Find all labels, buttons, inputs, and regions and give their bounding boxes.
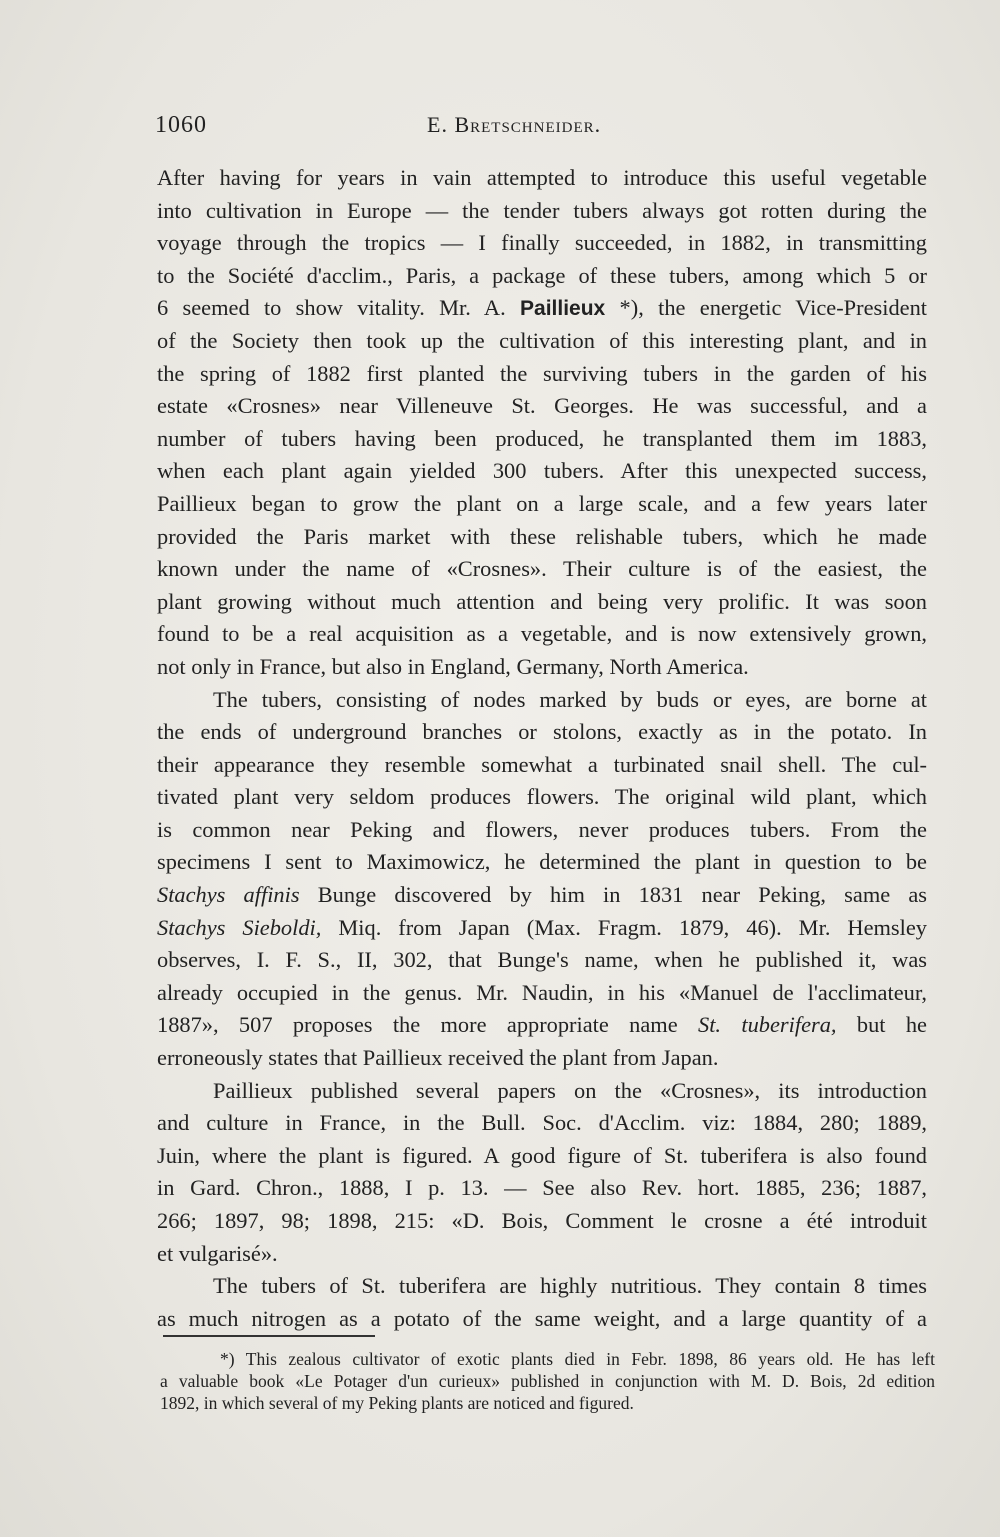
- footnote-line: *) This zealous cultivator of exotic plants died in Febr. 1898, 86 years old. He has left: [220, 1349, 935, 1369]
- text-line: tivated plant very seldom produces flowers. The original wild plant, which: [157, 784, 927, 810]
- text-segment: *), the energetic Vice-President: [605, 295, 927, 321]
- footnote-divider: [163, 1335, 375, 1337]
- text-line: already occupied in the genus. Mr. Naudin, in his «Manuel de l'acclimateur,: [157, 979, 927, 1005]
- text-line: the spring of 1882 first planted the surviving tubers in the garden of his: [157, 360, 927, 386]
- footnote-line: a valuable book «Le Potager d'un curieux» published in conjunction with M. D. Bois, 2d edition: [160, 1371, 935, 1391]
- species-name: St. tuberifera,: [698, 1012, 837, 1038]
- text-segment: but he: [836, 1012, 927, 1038]
- text-line: The tubers of St. tuberifera are highly nutritious. They contain 8 times: [213, 1273, 927, 1299]
- footnote-line: 1892, in which several of my Peking plants are noticed and figured.: [160, 1393, 634, 1413]
- text-line: estate «Crosnes» near Villeneuve St. Georges. He was successful, and a: [157, 393, 927, 419]
- text-segment: 1887», 507 proposes the more appropriate name: [157, 1012, 699, 1038]
- text-line: Juin, where the plant is figured. A good figure of St. tuberifera is also found: [157, 1142, 927, 1168]
- text-line: After having for years in vain attempted to introduce this useful vegetable: [157, 165, 927, 190]
- text-line: plant growing without much attention and being very prolific. It was soon: [157, 588, 927, 614]
- text-line: the ends of underground branches or stolons, exactly as in the potato. In: [157, 719, 927, 745]
- text-line: to the Société d'acclim., Paris, a package of these tubers, among which 5 or: [157, 262, 927, 288]
- text-line: of the Society then took up the cultivation of this interesting plant, and in: [157, 327, 927, 353]
- text-line: into cultivation in Europe — the tender tubers always got rotten during the: [157, 197, 927, 223]
- text-segment: Bunge discovered by him in 1831 near Peking, same as: [299, 882, 927, 908]
- text-line: et vulgarisé».: [157, 1240, 278, 1266]
- text-line: [157, 879, 927, 912]
- text-line: [157, 912, 927, 945]
- text-segment: 6 seemed to show vitality. Mr. A.: [157, 295, 521, 321]
- text-line: 266; 1897, 98; 1898, 215: «D. Bois, Comment le crosne a été introduit: [157, 1208, 927, 1233]
- text-line: in Gard. Chron., 1888, I p. 13. — See also Rev. hort. 1885, 236; 1887,: [157, 1175, 927, 1201]
- text-line: specimens I sent to Maximowicz, he determined the plant in question to be: [157, 849, 927, 875]
- text-line: provided the Paris market with these relishable tubers, which he made: [157, 523, 927, 549]
- page-header: [155, 112, 925, 148]
- text-line: not only in France, but also in England, Germany, North America.: [157, 653, 749, 679]
- text-line: erroneously states that Paillieux received the plant from Japan.: [157, 1045, 719, 1071]
- text-line: Paillieux began to grow the plant on a large scale, and a few years later: [157, 490, 927, 516]
- species-name: Stachys Sieboldi,: [157, 914, 322, 940]
- text-line: when each plant again yielded 300 tubers. After this unexpected success,: [157, 458, 927, 484]
- text-line: and culture in France, in the Bull. Soc. d'Acclim. viz: 1884, 280; 1889,: [157, 1110, 927, 1136]
- text-line: their appearance they resemble somewhat a turbinated snail shell. The cul-: [157, 751, 927, 777]
- text-line: as much nitrogen as a potato of the same weight, and a large quantity of a: [157, 1305, 927, 1331]
- main-text: [157, 162, 927, 1335]
- running-head: E. Bretschneider.: [427, 112, 602, 137]
- text-line: is common near Peking and flowers, never produces tubers. From the: [157, 816, 927, 842]
- name-paillieux: Paillieux: [520, 297, 606, 321]
- text-line: known under the name of «Crosnes». Their culture is of the easiest, the: [157, 556, 927, 582]
- species-name: Stachys affinis: [157, 882, 300, 908]
- text-line: found to be a real acquisition as a vegetable, and is now extensively grown,: [157, 621, 927, 647]
- page-number: 1060: [155, 112, 207, 138]
- text-line: [157, 1009, 927, 1042]
- text-segment: Miq. from Japan (Max. Fragm. 1879, 46). Mr. Hemsley: [321, 914, 927, 940]
- footnote: [160, 1348, 935, 1414]
- text-line: Paillieux published several papers on the «Crosnes», its introduction: [213, 1077, 927, 1103]
- text-line: voyage through the tropics — I finally succeeded, in 1882, in transmitting: [157, 230, 927, 256]
- text-line: [157, 292, 927, 325]
- text-line: number of tubers having been produced, he transplanted them im 1883,: [157, 425, 927, 451]
- text-line: The tubers, consisting of nodes marked by buds or eyes, are borne at: [213, 686, 927, 712]
- text-line: observes, I. F. S., II, 302, that Bunge's name, when he published it, was: [157, 947, 927, 973]
